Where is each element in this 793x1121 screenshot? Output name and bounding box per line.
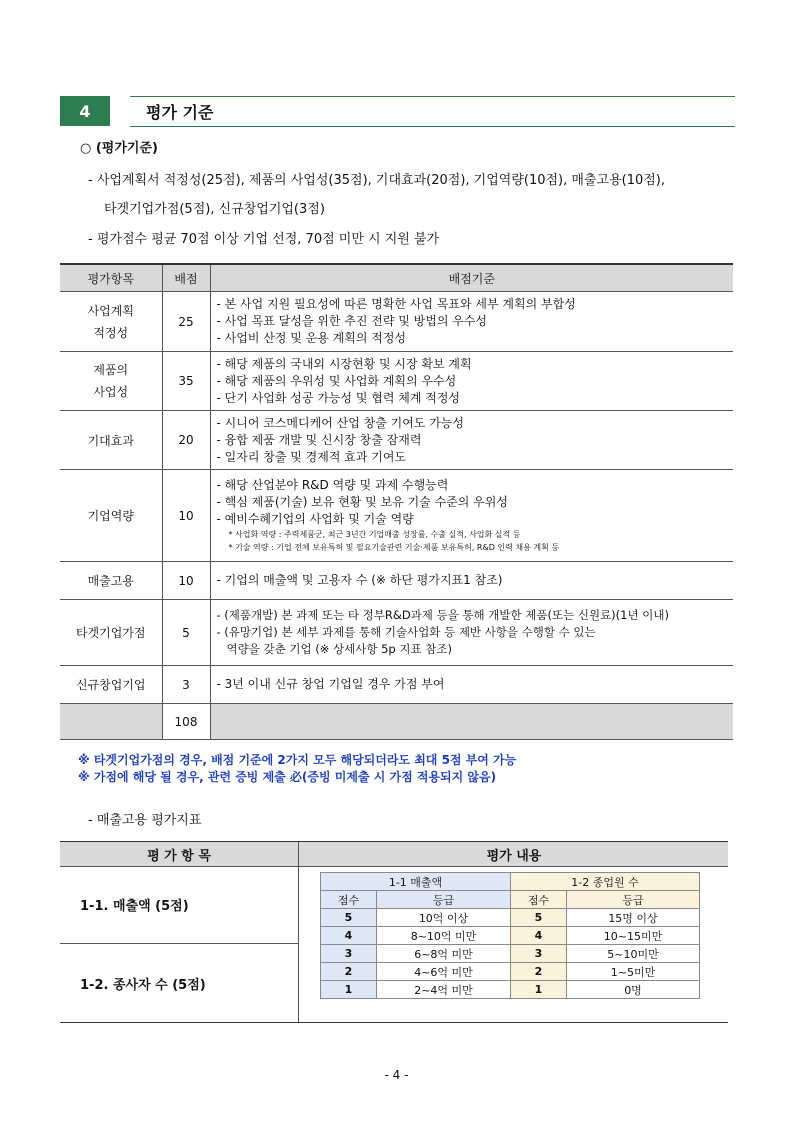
- row-item: 사업계획: [87, 303, 134, 318]
- row-criterion: - 해당 제품의 국내외 시장현황 및 시장 확보 계획: [216, 356, 472, 371]
- row-criterion: - 융합 제품 개발 및 신시장 창출 잠재력: [216, 432, 422, 447]
- col-grade: 등급: [567, 891, 700, 909]
- row-note: * 사업화 역량 : 주력제품군, 최근 3년간 기업매출 성장률, 수출 실적, 사업화 실적 등: [228, 530, 521, 539]
- header-score: 배점: [162, 264, 210, 292]
- table-row: [321, 963, 700, 981]
- page-number: - 4 -: [384, 1068, 409, 1082]
- row-score: 25: [162, 292, 210, 352]
- bullet-line-2: 타겟기업가점(5점), 신규창업기업(3점): [104, 202, 325, 217]
- bullet-line-1: - 사업계획서 적정성(25점), 제품의 사업성(35점), 기대효과(20점), 기업역량(10점), 매출고용(10점),: [88, 173, 666, 188]
- table-row: [60, 470, 733, 562]
- cell-score: 1: [511, 981, 567, 999]
- cell-grade: 8~10억 미만: [377, 927, 511, 945]
- table-row: [321, 981, 700, 999]
- col-grade: 등급: [377, 891, 511, 909]
- cell-grade: 10~15미만: [567, 927, 700, 945]
- indicator-head-left: 평 가 항 목: [147, 848, 211, 864]
- cell-score: 2: [321, 963, 377, 981]
- group-sales: 1-1 매출액: [321, 873, 511, 891]
- table-row: [60, 352, 733, 411]
- row-criterion: - (제품개발) 본 과제 또는 타 정부R&D과제 등을 통해 개발한 제품(또는 신원료)(1년 이내): [216, 608, 669, 622]
- row-item: 기대효과: [60, 411, 162, 470]
- row-criterion: - 3년 이내 신규 창업 기업일 경우 가점 부여: [216, 677, 445, 691]
- table-row: [60, 292, 733, 352]
- warning-note-2: ※ 가점에 해당 될 경우, 관련 증빙 제출 必(증빙 미제출 시 가점 적용되지 않음): [78, 770, 497, 784]
- row-score: 10: [162, 470, 210, 562]
- total-score: 108: [162, 704, 210, 740]
- header-item: 평가항목: [60, 264, 162, 292]
- cell-score: 2: [511, 963, 567, 981]
- cell-score: 5: [321, 909, 377, 927]
- cell-score: 5: [511, 909, 567, 927]
- row-item: 매출고용: [60, 562, 162, 600]
- indicator-grade-table: [320, 872, 700, 999]
- col-score: 점수: [511, 891, 567, 909]
- header-criteria: 배점기준: [210, 264, 733, 292]
- total-row: [60, 704, 733, 740]
- row-criterion: - 시니어 코스메디케어 산업 창출 기여도 가능성: [216, 415, 464, 430]
- table-row: [321, 909, 700, 927]
- table-row: [321, 927, 700, 945]
- cell-grade: 10억 이상: [377, 909, 511, 927]
- row-criterion: - (유망기업) 본 세부 과제를 통해 기술사업화 등 제반 사항을 수행할 수 있는: [216, 625, 596, 639]
- col-score: 점수: [321, 891, 377, 909]
- row-item: 적정성: [93, 325, 129, 340]
- section-title: 평가 기준: [146, 103, 214, 122]
- row-item: 사업성: [93, 385, 129, 399]
- row-criterion: - 일자리 창출 및 경제적 효과 기여도: [216, 449, 407, 464]
- section-rule-bottom: [130, 126, 735, 127]
- cell-score: 4: [511, 927, 567, 945]
- row-criterion: 역량을 갖춘 기업 (※ 상세사항 5p 지표 참조): [226, 642, 452, 656]
- row-note: * 기술 역량 : 기업 전체 보유특허 및 필요기술관련 기술·제품 보유특허, R&D 인력 채용 계획 등: [228, 543, 560, 552]
- cell-score: 3: [511, 945, 567, 963]
- section-rule-top: [130, 96, 735, 97]
- cell-grade: 6~8억 미만: [377, 945, 511, 963]
- row-item: 타겟기업가점: [60, 600, 162, 666]
- indicator-row-divider: [60, 943, 298, 944]
- indicator-divider: [298, 865, 299, 1023]
- row-score: 5: [162, 600, 210, 666]
- table-row: [60, 666, 733, 704]
- row-score: 35: [162, 352, 210, 411]
- table-row: [60, 562, 733, 600]
- cell-grade: 2~4억 미만: [377, 981, 511, 999]
- row-criterion: - 단기 사업화 성공 가능성 및 협력 체계 적정성: [216, 390, 461, 405]
- row-item: 신규창업기업: [60, 666, 162, 704]
- section-number: 4: [60, 96, 110, 126]
- cell-grade: 4~6억 미만: [377, 963, 511, 981]
- row-score: 10: [162, 562, 210, 600]
- row-score: 20: [162, 411, 210, 470]
- row-criterion: - 해당 산업분야 R&D 역량 및 과제 수행능력: [216, 478, 449, 492]
- table-header-row: [60, 264, 733, 292]
- row-criterion: - 예비수혜기업의 사업화 및 기술 역량: [216, 512, 414, 526]
- row-criterion: - 핵심 제품(기술) 보유 현황 및 보유 기술 수준의 우위성: [216, 495, 508, 509]
- criteria-heading: ○ (평가기준): [80, 141, 158, 156]
- row-criterion: - 기업의 매출액 및 고용자 수 (※ 하단 평가지표1 참조): [216, 573, 503, 587]
- row-item: 기업역량: [60, 470, 162, 562]
- cell-score: 4: [321, 927, 377, 945]
- cell-grade: 1~5미만: [567, 963, 700, 981]
- cell-score: 1: [321, 981, 377, 999]
- row-score: 3: [162, 666, 210, 704]
- indicator-header: [60, 841, 728, 867]
- row-criterion: - 사업 목표 달성을 위한 추진 전략 및 방법의 우수성: [216, 314, 488, 328]
- cell-score: 3: [321, 945, 377, 963]
- row-criterion: - 본 사업 지원 필요성에 따른 명확한 사업 목표와 세부 계획의 부합성: [216, 297, 576, 311]
- indicator-bottom-rule: [60, 1022, 728, 1023]
- criteria-table: [60, 263, 733, 740]
- cell-grade: 0명: [567, 981, 700, 999]
- table-row: [60, 411, 733, 470]
- cell-grade: 5~10미만: [567, 945, 700, 963]
- cell-grade: 15명 이상: [567, 909, 700, 927]
- indicator-label-sales: 1-1. 매출액 (5점): [80, 899, 189, 914]
- group-employees: 1-2 종업원 수: [511, 873, 700, 891]
- indicator-head-right: 평가 내용: [486, 848, 542, 864]
- row-item: 제품의: [93, 363, 129, 377]
- warning-note-1: ※ 타겟기업가점의 경우, 배점 기준에 2가지 모두 해당되더라도 최대 5점 부여 가능: [78, 753, 517, 767]
- row-criterion: - 사업비 산정 및 운용 계획의 적정성: [216, 331, 407, 345]
- table-row: [60, 600, 733, 666]
- indicator-label-employees: 1-2. 종사자 수 (5점): [80, 978, 206, 993]
- indicator-title: - 매출고용 평가지표: [88, 813, 202, 828]
- table-row: [321, 945, 700, 963]
- bullet-line-3: - 평가점수 평균 70점 이상 기업 선정, 70점 미만 시 지원 불가: [88, 232, 440, 247]
- row-criterion: - 해당 제품의 우위성 및 사업화 계획의 우수성: [216, 373, 457, 388]
